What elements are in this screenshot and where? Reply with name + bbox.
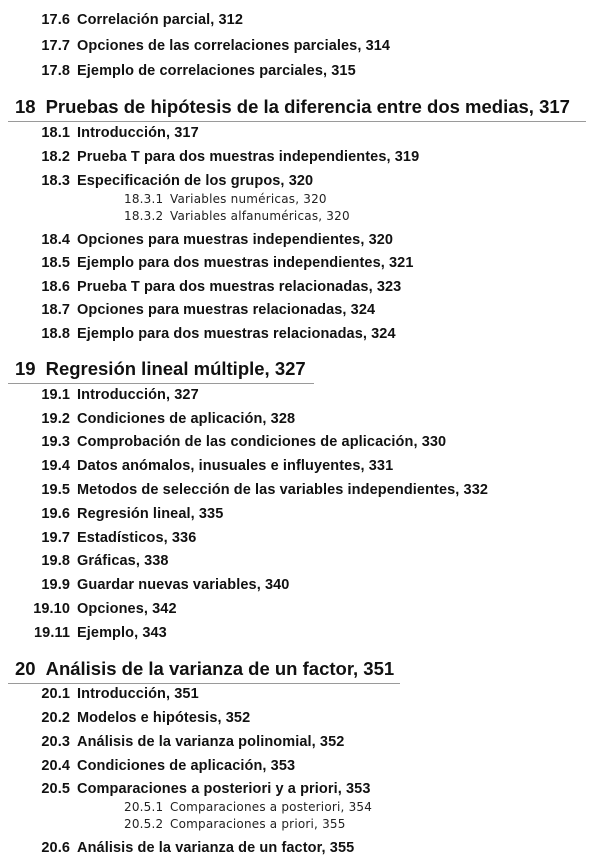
section-title: Correlación parcial, 312 bbox=[77, 12, 244, 28]
chapter-20-rule bbox=[8, 683, 400, 684]
toc-section-20-3 bbox=[30, 734, 344, 750]
toc-section-17-7 bbox=[30, 38, 390, 54]
section-number: 17.7 bbox=[41, 38, 70, 54]
toc-section-19-10 bbox=[30, 601, 177, 617]
section-number: 19.5 bbox=[41, 482, 70, 498]
subsection-title: Comparaciones a priori, 355 bbox=[170, 817, 346, 831]
chapter-title: Análisis de la varianza de un factor, 351 bbox=[45, 658, 395, 679]
section-number: 18.5 bbox=[41, 255, 70, 271]
section-number: 18.7 bbox=[41, 302, 70, 318]
section-number: 20.4 bbox=[41, 758, 70, 774]
section-title: Regresión lineal, 335 bbox=[77, 506, 224, 522]
toc-section-19-9 bbox=[30, 577, 289, 593]
section-number: 19.11 bbox=[34, 625, 70, 641]
chapter-20-heading bbox=[15, 658, 394, 682]
section-title: Introducción, 351 bbox=[77, 686, 199, 702]
toc-section-20-5 bbox=[30, 781, 371, 797]
chapter-number: 18 bbox=[15, 96, 36, 117]
chapter-number: 20 bbox=[15, 658, 36, 679]
toc-section-19-6 bbox=[30, 506, 223, 522]
section-number: 20.1 bbox=[41, 686, 70, 702]
section-title: Gráficas, 338 bbox=[77, 553, 169, 569]
section-title: Condiciones de aplicación, 353 bbox=[77, 758, 296, 774]
section-title: Ejemplo para dos muestras relacionadas, 324 bbox=[77, 326, 396, 342]
section-number: 17.8 bbox=[41, 63, 70, 79]
section-title: Introducción, 327 bbox=[77, 387, 199, 403]
section-number: 18.6 bbox=[41, 279, 70, 295]
toc-subsection-20-5-1 bbox=[124, 800, 372, 814]
toc-section-19-3 bbox=[30, 434, 446, 450]
section-number: 19.9 bbox=[41, 577, 70, 593]
section-number: 20.3 bbox=[41, 734, 70, 750]
subsection-number: 18.3.1 bbox=[124, 192, 164, 206]
subsection-title: Variables numéricas, 320 bbox=[170, 192, 327, 206]
toc-section-17-8 bbox=[30, 63, 356, 79]
section-number: 20.2 bbox=[41, 710, 70, 726]
toc-section-18-5 bbox=[30, 255, 414, 271]
toc-section-18-4 bbox=[30, 232, 393, 248]
toc-section-18-8 bbox=[30, 326, 396, 342]
section-number: 19.7 bbox=[41, 530, 70, 546]
section-number: 18.3 bbox=[41, 173, 70, 189]
toc-section-19-11 bbox=[30, 625, 167, 641]
toc-section-20-6 bbox=[30, 840, 354, 856]
section-title: Datos anómalos, inusuales e influyentes, 331 bbox=[77, 458, 394, 474]
subsection-number: 20.5.2 bbox=[124, 817, 164, 831]
toc-section-20-4 bbox=[30, 758, 295, 774]
section-title: Opciones, 342 bbox=[77, 601, 177, 617]
section-title: Opciones para muestras relacionadas, 324 bbox=[77, 302, 376, 318]
toc-subsection-18-3-1 bbox=[124, 192, 327, 206]
toc-section-18-6 bbox=[30, 279, 401, 295]
section-title: Opciones para muestras independientes, 320 bbox=[77, 232, 394, 248]
section-number: 20.6 bbox=[41, 840, 70, 856]
chapter-18-heading bbox=[15, 96, 570, 120]
section-number: 19.4 bbox=[41, 458, 70, 474]
chapter-number: 19 bbox=[15, 358, 36, 379]
chapter-title: Pruebas de hipótesis de la diferencia entre dos medias, 317 bbox=[45, 96, 570, 117]
section-title: Ejemplo de correlaciones parciales, 315 bbox=[77, 63, 356, 79]
toc-section-18-2 bbox=[30, 149, 419, 165]
subsection-title: Variables alfanuméricas, 320 bbox=[170, 209, 350, 223]
subsection-number: 20.5.1 bbox=[124, 800, 164, 814]
section-title: Ejemplo para dos muestras independientes, 321 bbox=[77, 255, 414, 271]
toc-section-20-1 bbox=[30, 686, 199, 702]
section-title: Análisis de la varianza de un factor, 355 bbox=[77, 840, 355, 856]
subsection-title: Comparaciones a posteriori, 354 bbox=[170, 800, 373, 814]
section-number: 19.2 bbox=[41, 411, 70, 427]
toc-subsection-18-3-2 bbox=[124, 209, 350, 223]
section-number: 18.4 bbox=[41, 232, 70, 248]
section-title: Estadísticos, 336 bbox=[77, 530, 197, 546]
section-number: 18.2 bbox=[41, 149, 70, 165]
section-number: 19.8 bbox=[41, 553, 70, 569]
chapter-title: Regresión lineal múltiple, 327 bbox=[45, 358, 306, 379]
section-title: Opciones de las correlaciones parciales, 314 bbox=[77, 38, 391, 54]
section-number: 19.6 bbox=[41, 506, 70, 522]
section-number: 20.5 bbox=[41, 781, 70, 797]
toc-section-19-5 bbox=[30, 482, 488, 498]
section-title: Guardar nuevas variables, 340 bbox=[77, 577, 290, 593]
section-number: 18.8 bbox=[41, 326, 70, 342]
section-number: 17.6 bbox=[41, 12, 70, 28]
toc-section-18-7 bbox=[30, 302, 375, 318]
section-title: Metodos de selección de las variables independientes, 332 bbox=[77, 482, 489, 498]
section-number: 19.1 bbox=[41, 387, 70, 403]
toc-section-17-6 bbox=[30, 12, 243, 28]
toc-section-19-7 bbox=[30, 530, 196, 546]
section-title: Comparaciones a posteriori y a priori, 353 bbox=[77, 781, 371, 797]
section-title: Especificación de los grupos, 320 bbox=[77, 173, 314, 189]
chapter-18-rule bbox=[8, 121, 586, 122]
section-title: Prueba T para dos muestras relacionadas, 323 bbox=[77, 279, 402, 295]
section-title: Introducción, 317 bbox=[77, 125, 199, 141]
section-title: Condiciones de aplicación, 328 bbox=[77, 411, 296, 427]
section-title: Comprobación de las condiciones de aplicación, 330 bbox=[77, 434, 447, 450]
section-title: Análisis de la varianza polinomial, 352 bbox=[77, 734, 345, 750]
toc-subsection-20-5-2 bbox=[124, 817, 346, 831]
toc-section-19-2 bbox=[30, 411, 295, 427]
section-number: 19.10 bbox=[33, 601, 70, 617]
section-number: 18.1 bbox=[41, 125, 70, 141]
section-number: 19.3 bbox=[41, 434, 70, 450]
chapter-19-rule bbox=[8, 383, 314, 384]
section-title: Modelos e hipótesis, 352 bbox=[77, 710, 251, 726]
chapter-19-heading bbox=[15, 358, 306, 382]
section-title: Ejemplo, 343 bbox=[77, 625, 167, 641]
toc-section-18-3 bbox=[30, 173, 313, 189]
toc-section-19-4 bbox=[30, 458, 393, 474]
toc-section-20-2 bbox=[30, 710, 250, 726]
subsection-number: 18.3.2 bbox=[124, 209, 164, 223]
toc-section-19-1 bbox=[30, 387, 199, 403]
toc-section-18-1 bbox=[30, 125, 199, 141]
section-title: Prueba T para dos muestras independientes, 319 bbox=[77, 149, 420, 165]
toc-section-19-8 bbox=[30, 553, 169, 569]
